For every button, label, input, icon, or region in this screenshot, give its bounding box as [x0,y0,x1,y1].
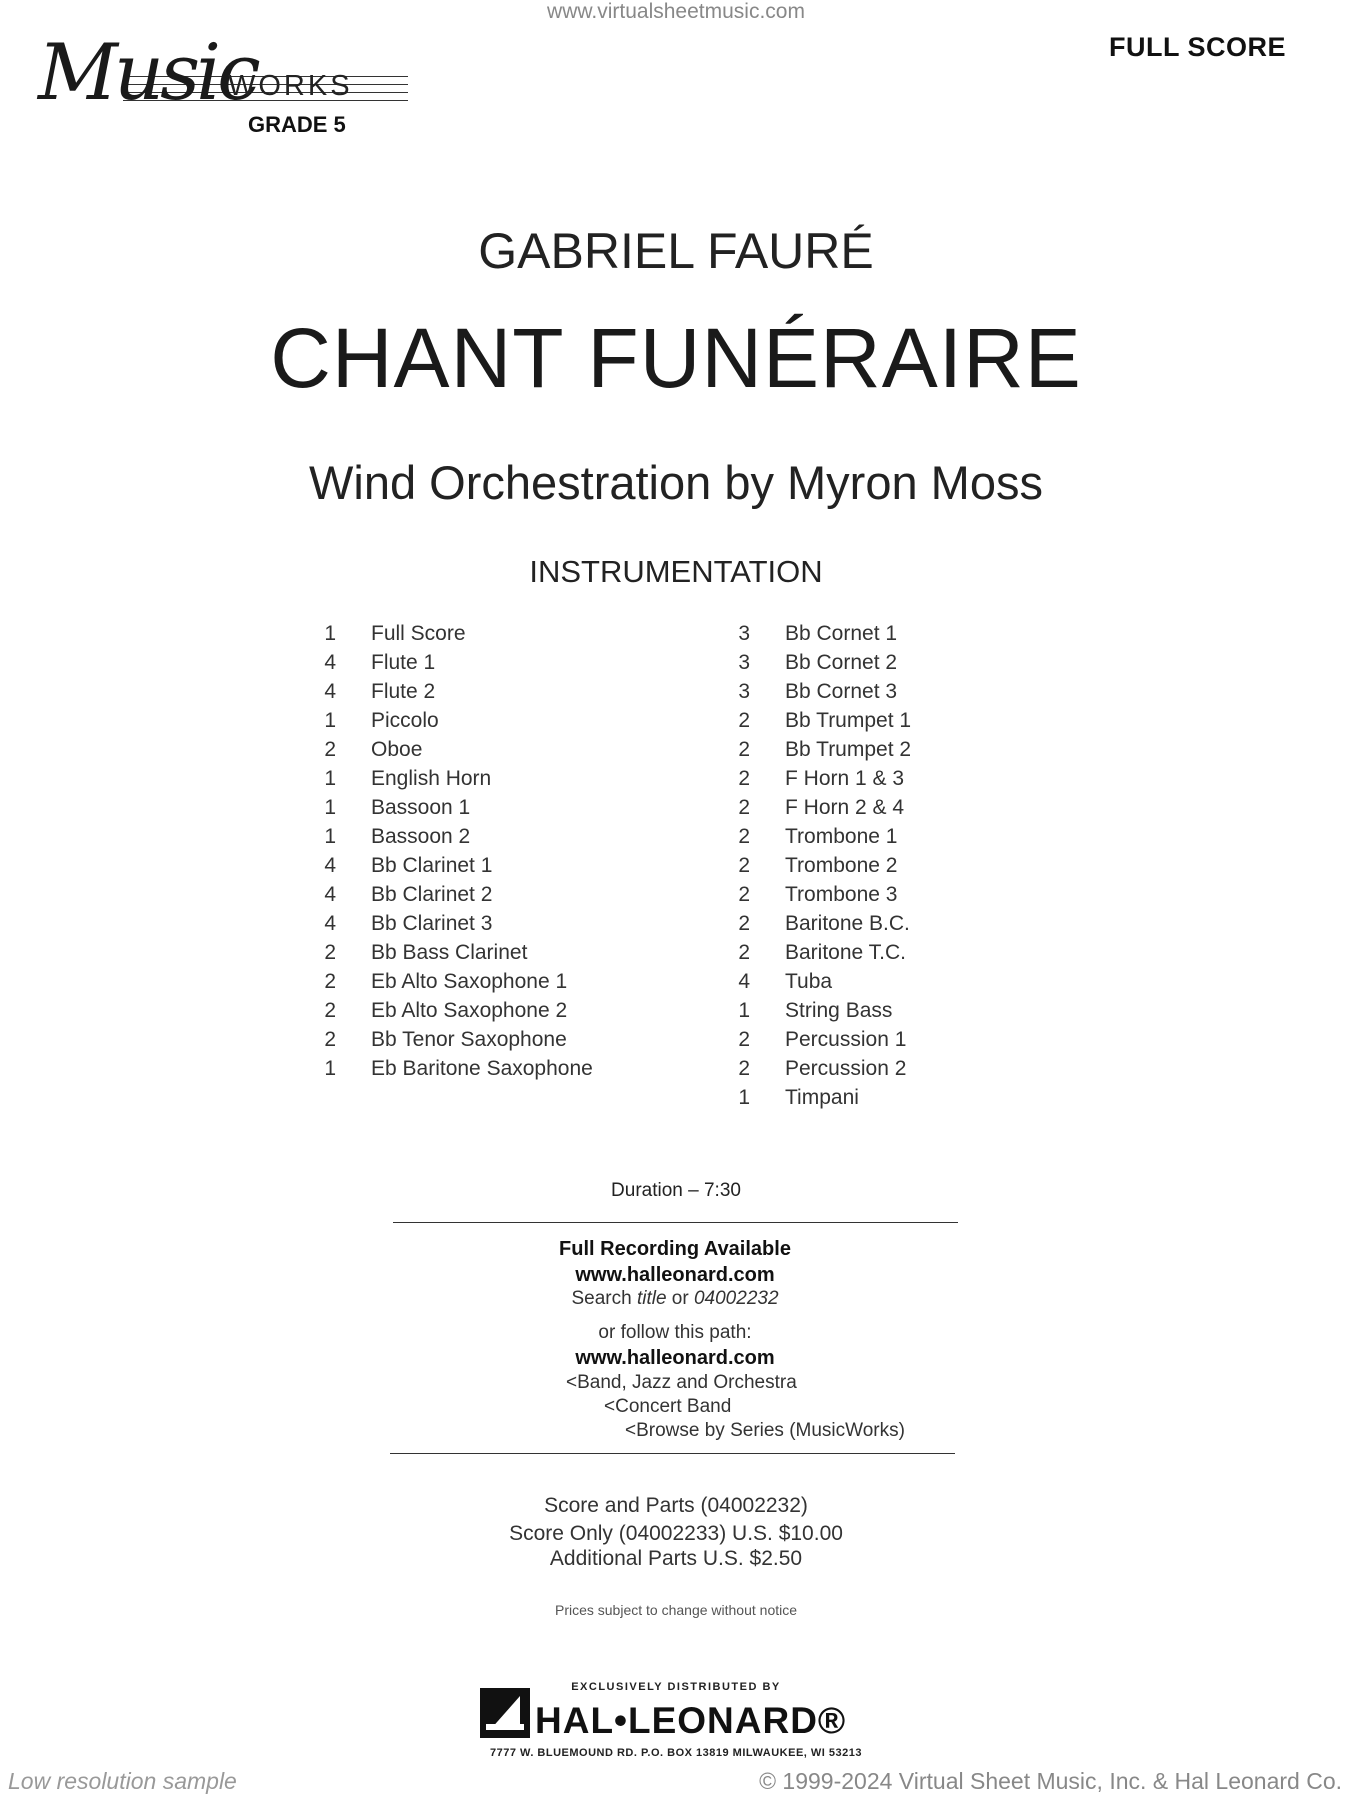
instrument-row [316,677,616,706]
instrument-quantity: 4 [738,970,750,993]
instrument-quantity: 2 [738,854,750,877]
instrument-name: Timpani [785,1086,859,1109]
logo-works: WORKS [228,70,353,102]
instrument-name: Bassoon 1 [371,796,471,819]
instrument-name: English Horn [371,767,492,790]
instrument-name: Trombone 1 [785,825,898,848]
path-step-3: <Browse by Series (MusicWorks) [625,1420,905,1441]
instrument-quantity: 3 [738,651,750,674]
instrument-row [730,967,1030,996]
instrument-row [316,822,616,851]
arranger-line: Wind Orchestration by Myron Moss [309,456,1043,509]
instrument-quantity: 3 [738,622,750,645]
instrumentation-heading: INSTRUMENTATION [529,554,823,589]
instrument-name: Eb Alto Saxophone 1 [371,970,568,993]
instrument-quantity: 2 [324,941,336,964]
instrument-quantity: 4 [324,854,336,877]
instrument-quantity: 2 [738,796,750,819]
instrument-name: Full Score [371,622,466,645]
instrument-name: Flute 1 [371,651,436,674]
instrument-row [730,793,1030,822]
grade-label: GRADE 5 [248,112,346,137]
instrument-row [316,793,616,822]
hal-leonard-name: HAL•LEONARD® [535,1700,847,1741]
watermark-url: www.virtualsheetmusic.com [547,0,805,23]
instrument-name: Trombone 3 [785,883,898,906]
price-note: Prices subject to change without notice [554,1602,798,1618]
instrument-name: Oboe [371,738,423,761]
recording-url-text[interactable]: www.halleonard.com [575,1264,775,1286]
instrument-row [730,909,1030,938]
instrument-quantity: 1 [324,709,336,732]
instrument-row [730,619,1030,648]
instrument-name: String Bass [785,999,893,1022]
instrument-name: Bb Bass Clarinet [371,941,528,964]
instrument-name: Bassoon 2 [371,825,471,848]
instrument-quantity: 4 [324,883,336,906]
instrument-name: Bb Cornet 1 [785,622,898,645]
instrument-quantity: 2 [738,709,750,732]
price-additional: Additional Parts U.S. $2.50 [549,1547,803,1570]
search-or: or [666,1288,694,1309]
logo-script: Music [38,28,257,118]
instrument-quantity: 2 [738,883,750,906]
instrument-row [730,996,1030,1025]
instrument-name: F Horn 2 & 4 [785,796,905,819]
instrument-name: Bb Clarinet 1 [371,854,493,877]
instrument-name: Percussion 1 [785,1028,907,1051]
instrument-row [316,938,616,967]
instrument-list-left [316,619,616,1083]
instrument-name: Bb Trumpet 1 [785,709,912,732]
instrument-row [730,706,1030,735]
full-score-label: FULL SCORE [1108,32,1286,62]
instrument-row [316,764,616,793]
instrument-row [730,938,1030,967]
hal-leonard-emblem [480,1688,530,1738]
path-url-text[interactable]: www.halleonard.com [575,1347,775,1369]
instrument-name: Baritone T.C. [785,941,907,964]
instrument-row [730,648,1030,677]
search-line [390,1288,960,1310]
instrument-quantity: 1 [324,796,336,819]
instrument-quantity: 1 [324,825,336,848]
instrument-row [316,1025,616,1054]
instrument-quantity: 4 [324,912,336,935]
instrument-quantity: 2 [738,912,750,935]
instrument-name: Eb Baritone Saxophone [371,1057,593,1080]
instrument-row [316,619,616,648]
instrument-row [730,880,1030,909]
instrument-row [730,851,1030,880]
instrument-quantity: 2 [738,738,750,761]
instrument-quantity: 1 [738,999,750,1022]
instrument-row [316,735,616,764]
instrument-name: Piccolo [371,709,439,732]
instrument-name: F Horn 1 & 3 [785,767,905,790]
instrument-row [316,967,616,996]
instrument-quantity: 2 [324,999,336,1022]
instrument-list-right [730,619,1030,1112]
search-title: title [636,1288,667,1309]
instrument-quantity: 3 [738,680,750,703]
instrument-quantity: 4 [324,680,336,703]
instrument-quantity: 2 [324,970,336,993]
instrument-row [316,996,616,1025]
price-score-parts: Score and Parts (04002232) [544,1494,808,1517]
instrument-name: Flute 2 [371,680,436,703]
instrument-quantity: 2 [324,1028,336,1051]
recording-heading-text: Full Recording Available [559,1238,791,1260]
instrument-name: Bb Clarinet 3 [371,912,493,935]
instrument-row [730,1054,1030,1083]
follow-path: or follow this path: [598,1322,752,1343]
instrument-row [316,880,616,909]
low-resolution-notice: Low resolution sample [8,1768,237,1794]
instrument-quantity: 1 [324,622,336,645]
instrument-row [730,735,1030,764]
instrument-quantity: 2 [738,1057,750,1080]
instrument-quantity: 1 [324,1057,336,1080]
instrument-row [316,851,616,880]
path-url [390,1347,960,1370]
instrument-name: Baritone B.C. [785,912,910,935]
instrument-quantity: 2 [324,738,336,761]
instrument-quantity: 4 [324,651,336,674]
instrument-quantity: 1 [738,1086,750,1109]
instrument-row [730,764,1030,793]
instrument-row [730,1025,1030,1054]
divider-top [393,1222,958,1223]
instrument-quantity: 2 [738,825,750,848]
instrument-row [316,909,616,938]
instrument-row [316,1054,616,1083]
instrument-quantity: 2 [738,1028,750,1051]
piece-title: CHANT FUNÉRAIRE [270,311,1082,405]
instrument-name: Eb Alto Saxophone 2 [371,999,568,1022]
search-code: 04002232 [693,1288,779,1309]
instrument-quantity: 2 [738,767,750,790]
recording-url [390,1264,960,1287]
instrument-row [730,1083,1030,1112]
instrument-name: Bb Cornet 2 [785,651,898,674]
instrument-row [730,677,1030,706]
musicworks-logo [38,28,383,139]
instrument-name: Percussion 2 [785,1057,907,1080]
instrument-name: Tuba [785,970,833,993]
instrument-quantity: 2 [738,941,750,964]
duration: Duration – 7:30 [611,1180,741,1201]
publisher-address: 7777 W. BLUEMOUND RD. P.O. BOX 13819 MILWAUKEE, WI 53213 [490,1747,862,1759]
instrument-name: Bb Clarinet 2 [371,883,493,906]
path-step-1: <Band, Jazz and Orchestra [566,1372,797,1393]
divider-bottom [390,1453,955,1454]
composer-name: GABRIEL FAURÉ [478,223,874,279]
instrument-name: Bb Cornet 3 [785,680,898,703]
instrument-name: Trombone 2 [785,854,898,877]
instrument-row [316,648,616,677]
instrument-row [730,822,1030,851]
price-score-only: Score Only (04002233) U.S. $10.00 [509,1522,843,1545]
path-step-2: <Concert Band [604,1396,732,1417]
instrument-name: Bb Tenor Saxophone [371,1028,567,1051]
distributed-by: EXCLUSIVELY DISTRIBUTED BY [571,1681,781,1693]
instrument-quantity: 1 [324,767,336,790]
instrument-row [316,706,616,735]
instrument-name: Bb Trumpet 2 [785,738,912,761]
search-prefix: Search [571,1288,637,1309]
copyright-notice: © 1999-2024 Virtual Sheet Music, Inc. & Hal Leonard Co. [759,1768,1342,1794]
recording-heading [390,1238,960,1261]
